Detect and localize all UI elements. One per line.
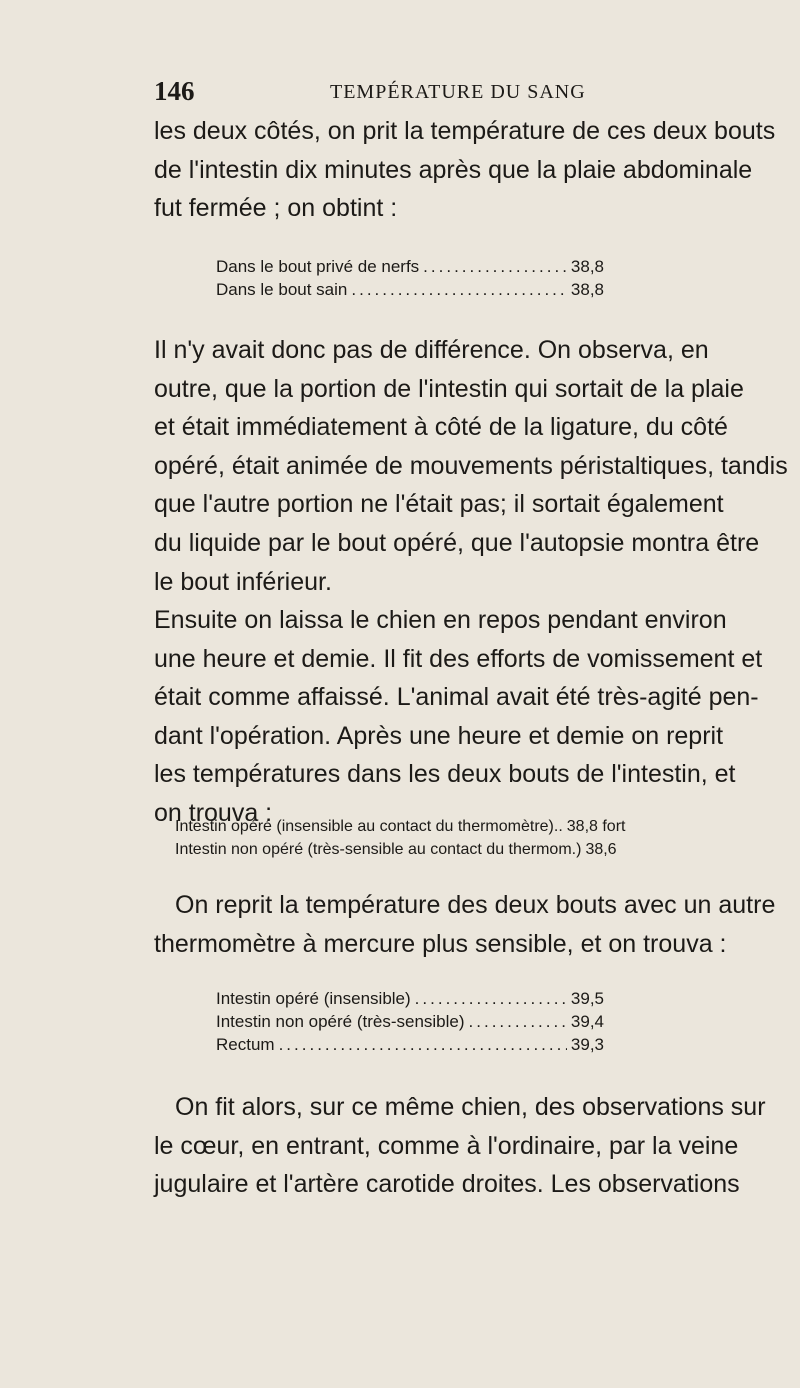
text-line: que l'autre portion ne l'était pas; il sortait également [154,490,724,519]
measurements-table-2 [175,815,626,861]
row-value: 39,3 [570,1035,604,1054]
leader-dots [423,255,567,278]
measurements-table-3 [216,987,604,1056]
leader-dots [469,1010,567,1033]
text-line: On fit alors, sur ce même chien, des observations sur [175,1093,766,1121]
text-line: Ensuite on laissa le chien en repos pendant environ [154,606,727,634]
row-value: 38,6 [585,841,617,858]
row-value: 38,8 [570,257,604,276]
table-row [216,1033,604,1056]
leader-dots [279,1033,567,1056]
row-label: Dans le bout sain [216,280,348,299]
row-value: 38,8 [570,280,604,299]
text-line: était comme affaissé. L'animal avait été très-agité pen- [154,683,759,712]
text-line: une heure et demie. Il fit des efforts de vomissement et [154,644,763,673]
text-line: de l'intestin dix minutes après que la plaie abdominale [154,155,753,184]
row-value: 38,8 fort [566,818,626,835]
table-row [216,278,604,301]
table-row [175,815,626,838]
text-line: on trouva : [154,798,273,827]
text-line: et était immédiatement à côté de la ligature, du côté [154,413,728,442]
text-line: fut fermée ; on obtint : [154,194,398,223]
row-label: Intestin non opéré (très-sensible) [216,1012,465,1031]
table-row [216,1010,604,1033]
text-line: dant l'opération. Après une heure et demie on reprit [154,721,724,750]
row-value: 39,5 [570,989,604,1008]
table-row [216,255,604,278]
text-line: opéré, était animée de mouvements péristaltiques, tandis [154,451,788,480]
text-line: thermomètre à mercure plus sensible, et on trouva : [154,929,727,958]
text-line: du liquide par le bout opéré, que l'autopsie montra être [154,528,760,557]
text-line: le bout inférieur. [154,567,332,596]
paragraph-4 [154,886,776,963]
row-label: Intestin non opéré (très-sensible au contact du thermom.) [175,841,582,858]
text-line: les deux côtés, on prit la température de ces deux bouts [154,117,776,145]
leader-dots [351,278,567,301]
text-line: On reprit la température des deux bouts avec un autre [175,891,776,919]
row-label: Intestin opéré (insensible au contact du thermomètre).. [175,818,563,835]
paragraph-5 [154,1088,766,1204]
table-row [216,987,604,1010]
table-row [175,838,617,861]
text-line: outre, que la portion de l'intestin qui sortait de la plaie [154,374,744,403]
text-line: jugulaire et l'artère carotide droites. Les observations [154,1170,740,1199]
text-line: le cœur, en entrant, comme à l'ordinaire, par la veine [154,1131,739,1160]
running-title: TEMPÉRATURE DU SANG [330,81,586,103]
row-label: Rectum [216,1035,275,1054]
text-line: les températures dans les deux bouts de l'intestin, et [154,760,736,789]
measurements-table-1 [216,255,604,301]
leader-dots [415,987,567,1010]
row-label: Dans le bout privé de nerfs [216,257,420,276]
paragraph-2 [154,331,788,601]
row-value: 39,4 [570,1012,604,1031]
text-line: Il n'y avait donc pas de différence. On observa, en [154,336,709,364]
paragraph-1 [154,112,776,228]
row-label: Intestin opéré (insensible) [216,989,411,1008]
page-number: 146 [154,76,195,106]
page-header [154,76,594,112]
